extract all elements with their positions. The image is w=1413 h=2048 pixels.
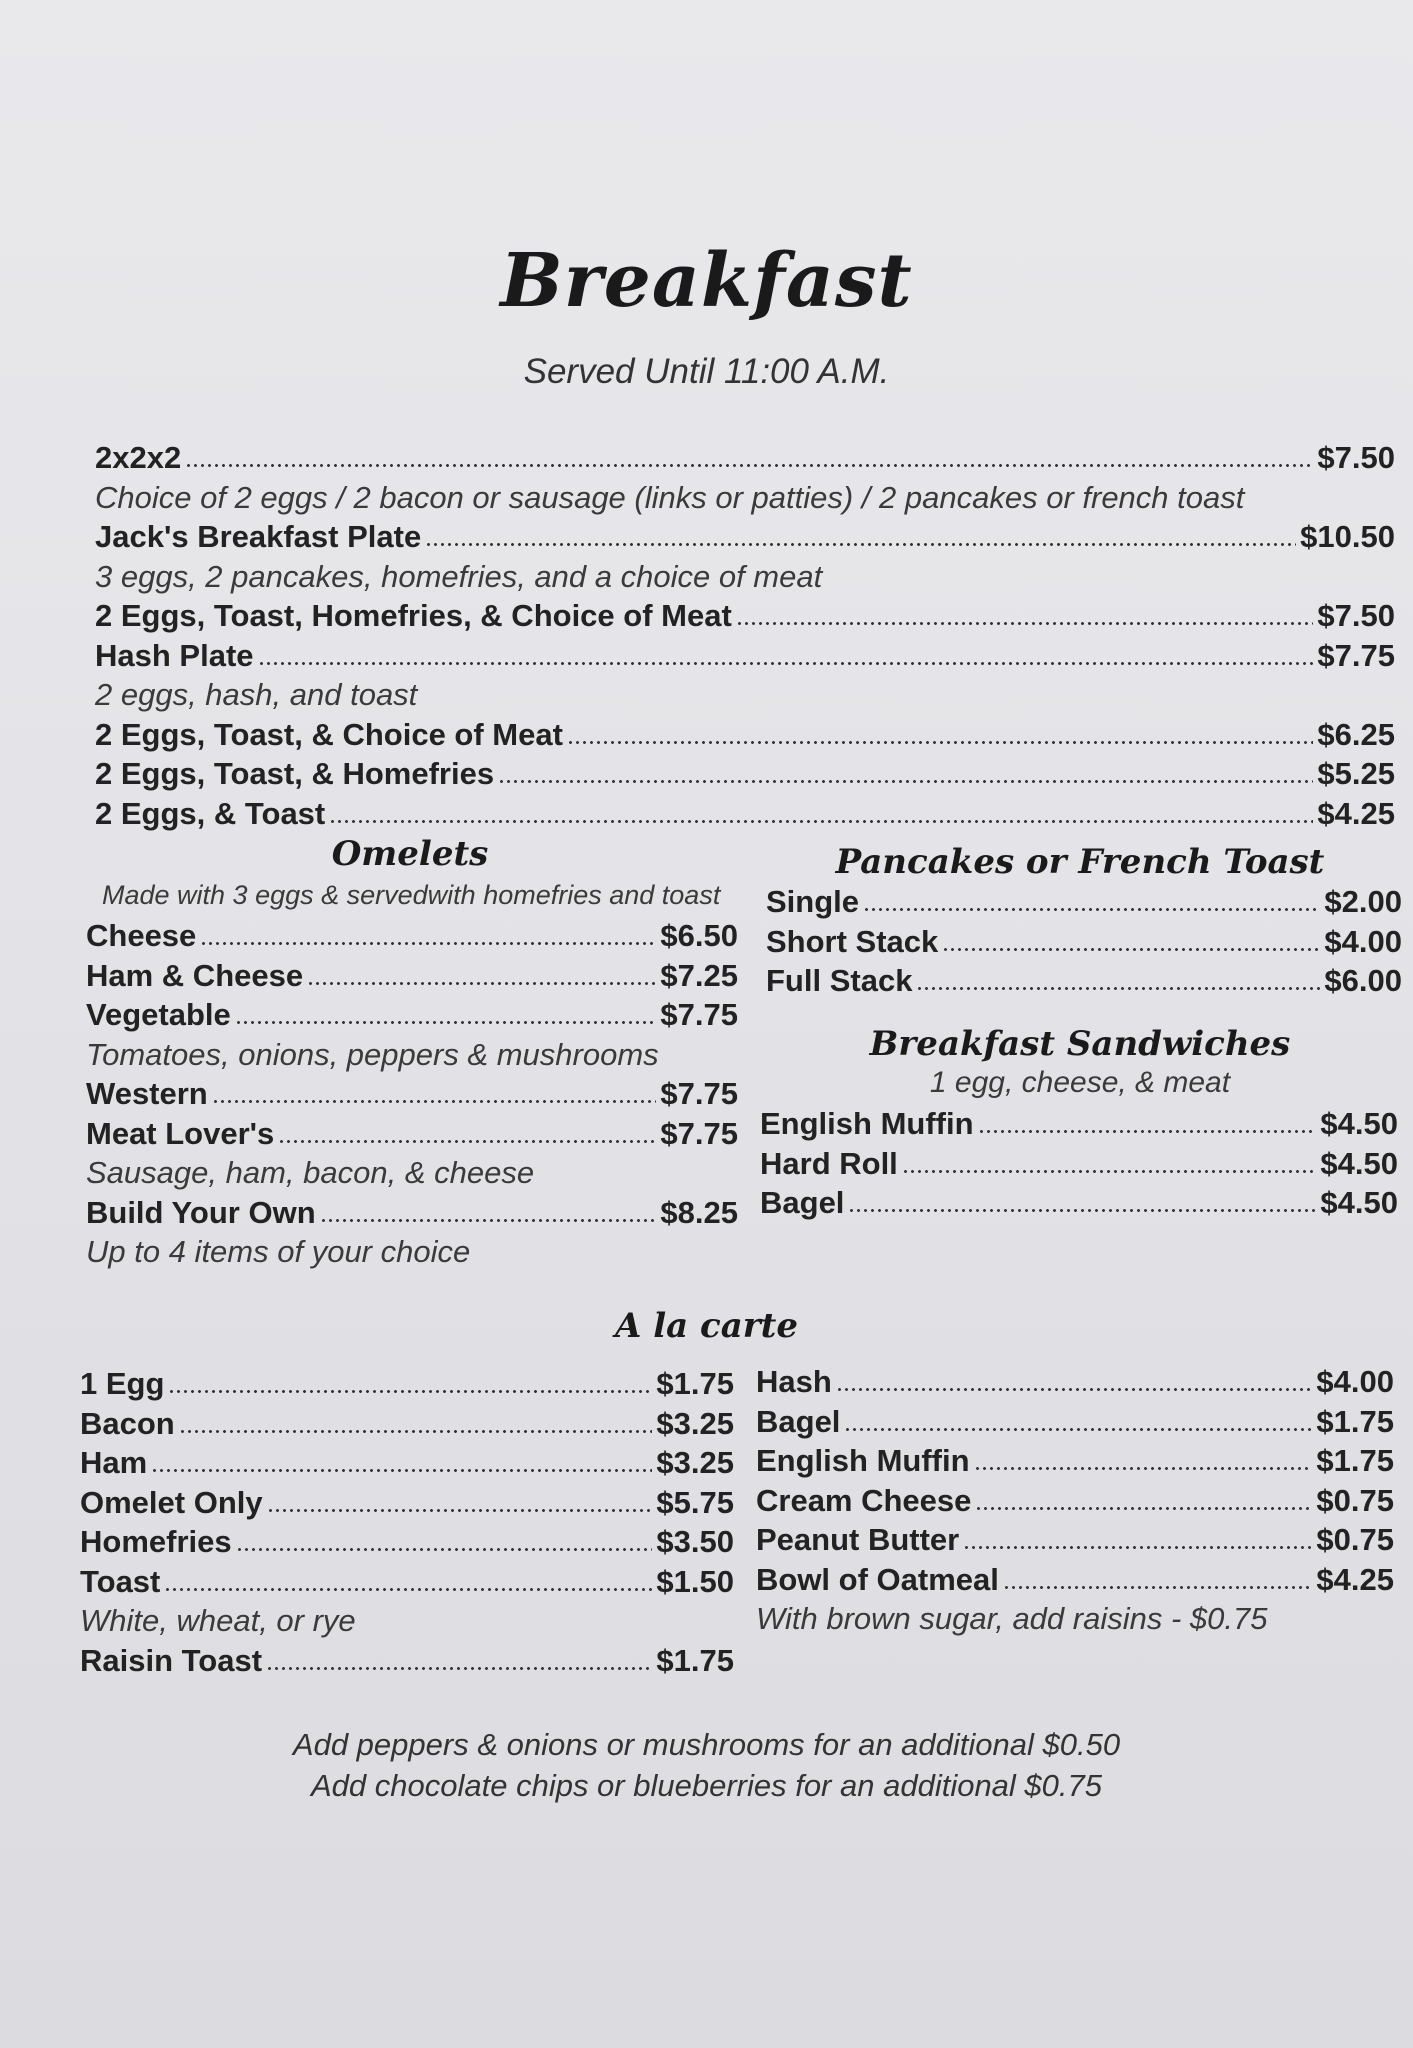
item-name: Vegetable — [86, 997, 231, 1032]
dot-leader — [267, 1509, 653, 1512]
item-price: $0.75 — [1316, 1522, 1394, 1557]
menu-item — [80, 1564, 734, 1600]
item-price: $5.75 — [656, 1484, 734, 1520]
menu-item — [80, 1366, 734, 1402]
item-name: Hash — [756, 1364, 832, 1399]
menu-subtitle: Served Until 11:00 A.M. — [523, 352, 890, 391]
item-name: Bagel — [760, 1185, 845, 1220]
menu-item — [760, 1106, 1398, 1142]
item-price: $7.75 — [1317, 637, 1395, 673]
footer-note-1: Add peppers & onions or mushrooms for an additional $0.50 — [292, 1727, 1121, 1762]
menu-title: Breakfast — [500, 238, 913, 324]
menu-item — [80, 1445, 734, 1481]
dot-leader — [320, 1219, 657, 1222]
item-name: Single — [766, 884, 860, 919]
item-price: $7.75 — [660, 1076, 738, 1111]
item-name: Peanut Butter — [756, 1522, 960, 1557]
dot-leader — [258, 662, 1314, 665]
item-price: $7.75 — [660, 1115, 738, 1151]
item-price: $4.00 — [1316, 1364, 1394, 1399]
item-price: $0.75 — [1316, 1482, 1394, 1518]
alacarte-heading: A la carte — [615, 1306, 798, 1346]
item-description: Up to 4 items of your choice — [86, 1234, 471, 1269]
menu-item — [95, 717, 1395, 753]
item-name: Western — [86, 1076, 208, 1111]
menu-item — [80, 1485, 734, 1521]
item-price: $4.25 — [1316, 1561, 1394, 1597]
item-name: Bacon — [80, 1405, 175, 1441]
menu-item — [86, 1195, 738, 1231]
menu-item — [95, 756, 1395, 792]
item-description: With brown sugar, add raisins - $0.75 — [756, 1601, 1268, 1636]
menu-item — [95, 598, 1395, 634]
menu-item — [95, 638, 1395, 674]
dot-leader — [848, 1209, 1316, 1212]
item-name: Raisin Toast — [80, 1642, 263, 1678]
menu-item — [95, 796, 1395, 832]
menu-item — [95, 440, 1395, 476]
item-name: Omelet Only — [80, 1484, 263, 1520]
menu-item — [86, 1116, 738, 1152]
item-price: $6.25 — [1317, 716, 1395, 752]
item-name: 2x2x2 — [95, 440, 182, 475]
dot-leader — [179, 1430, 653, 1433]
sandwiches-note: 1 egg, cheese, & meat — [929, 1066, 1231, 1099]
menu-item — [756, 1404, 1394, 1440]
item-price: $3.50 — [656, 1524, 734, 1559]
menu-item — [756, 1483, 1394, 1519]
item-name: Bagel — [756, 1403, 841, 1439]
item-price: $7.50 — [1317, 598, 1395, 633]
menu-item — [756, 1443, 1394, 1479]
menu-item — [766, 924, 1402, 960]
item-price: $1.50 — [656, 1563, 734, 1599]
dot-leader — [975, 1507, 1312, 1510]
dot-leader — [329, 820, 1313, 823]
item-name: English Muffin — [760, 1106, 974, 1141]
menu-item — [756, 1522, 1394, 1558]
dot-leader — [164, 1588, 652, 1591]
item-description: 2 eggs, hash, and toast — [95, 677, 418, 712]
item-price: $4.50 — [1320, 1106, 1398, 1141]
menu-item — [95, 519, 1395, 555]
dot-leader — [200, 942, 656, 945]
omelets-heading: Omelets — [331, 834, 489, 874]
item-name: Homefries — [80, 1524, 232, 1559]
item-name: Meat Lover's — [86, 1115, 275, 1151]
item-name: Cream Cheese — [756, 1482, 972, 1518]
dot-leader — [863, 908, 1320, 911]
item-price: $1.75 — [1316, 1443, 1394, 1478]
menu-item — [766, 963, 1402, 999]
dot-leader — [425, 543, 1296, 546]
menu-item — [80, 1643, 734, 1679]
item-name: Hard Roll — [760, 1145, 898, 1181]
menu-item — [86, 997, 738, 1033]
dot-leader — [567, 741, 1313, 744]
menu-item — [80, 1406, 734, 1442]
item-price: $8.25 — [660, 1194, 738, 1230]
item-price: $4.25 — [1317, 795, 1395, 831]
menu-item — [766, 884, 1402, 920]
item-price: $1.75 — [1316, 1403, 1394, 1439]
menu-item — [86, 958, 738, 994]
item-name: Build Your Own — [86, 1194, 316, 1230]
item-price: $2.00 — [1324, 884, 1402, 919]
dot-leader — [278, 1140, 656, 1143]
dot-leader — [212, 1100, 657, 1103]
dot-leader — [836, 1388, 1313, 1391]
item-description: 3 eggs, 2 pancakes, homefries, and a choice of meat — [95, 558, 823, 594]
item-name: Ham & Cheese — [86, 957, 304, 993]
item-price: $6.00 — [1324, 963, 1402, 998]
item-name: Hash Plate — [95, 637, 254, 673]
menu-item — [80, 1524, 734, 1560]
item-name: Full Stack — [766, 963, 913, 998]
dot-leader — [844, 1428, 1312, 1431]
footer-note-2: Add chocolate chips or blueberries for an additional $0.75 — [310, 1768, 1102, 1803]
dot-leader — [266, 1667, 652, 1670]
item-price: $7.25 — [660, 957, 738, 993]
item-price: $7.50 — [1317, 440, 1395, 475]
dot-leader — [235, 1021, 657, 1024]
item-description: Tomatoes, onions, peppers & mushrooms — [86, 1036, 659, 1072]
dot-leader — [916, 987, 1320, 990]
item-description: Choice of 2 eggs / 2 bacon or sausage (links or patties) / 2 pancakes or french toast — [95, 479, 1245, 515]
item-name: 2 Eggs, Toast, Homefries, & Choice of Meat — [95, 598, 732, 633]
item-name: Bowl of Oatmeal — [756, 1561, 999, 1597]
item-name: 2 Eggs, Toast, & Homefries — [95, 756, 495, 791]
item-name: Short Stack — [766, 923, 939, 959]
dot-leader — [902, 1170, 1317, 1173]
dot-leader — [974, 1467, 1313, 1470]
dot-leader — [978, 1130, 1317, 1133]
omelets-note: Made with 3 eggs & servedwith homefries and toast — [102, 880, 721, 910]
item-price: $4.50 — [1320, 1145, 1398, 1181]
menu-item — [86, 1076, 738, 1112]
item-name: 1 Egg — [80, 1366, 165, 1401]
item-price: $6.50 — [660, 918, 738, 953]
item-price: $4.00 — [1324, 923, 1402, 959]
item-name: Toast — [80, 1563, 161, 1599]
item-price: $7.75 — [660, 997, 738, 1032]
dot-leader — [942, 948, 1320, 951]
menu-item — [760, 1146, 1398, 1182]
dot-leader — [236, 1548, 653, 1551]
dot-leader — [168, 1390, 652, 1393]
item-price: $1.75 — [656, 1366, 734, 1401]
item-price: $10.50 — [1300, 519, 1395, 554]
item-name: Ham — [80, 1445, 148, 1480]
item-price: $1.75 — [656, 1642, 734, 1678]
menu-item — [756, 1562, 1394, 1598]
dot-leader — [1003, 1586, 1313, 1589]
item-name: 2 Eggs, Toast, & Choice of Meat — [95, 716, 563, 752]
dot-leader — [736, 622, 1314, 625]
item-price: $3.25 — [656, 1445, 734, 1480]
item-name: Cheese — [86, 918, 197, 953]
menu-item — [760, 1185, 1398, 1221]
dot-leader — [185, 464, 1313, 467]
dot-leader — [963, 1546, 1312, 1549]
item-name: 2 Eggs, & Toast — [95, 795, 326, 831]
item-description: Sausage, ham, bacon, & cheese — [86, 1155, 535, 1190]
sandwiches-heading: Breakfast Sandwiches — [869, 1024, 1291, 1064]
menu-item — [756, 1364, 1394, 1400]
item-name: Jack's Breakfast Plate — [95, 519, 422, 554]
menu-item — [86, 918, 738, 954]
dot-leader — [498, 780, 1313, 783]
dot-leader — [307, 982, 656, 985]
item-price: $4.50 — [1320, 1185, 1398, 1220]
item-price: $3.25 — [656, 1405, 734, 1441]
dot-leader — [151, 1469, 652, 1472]
item-name: English Muffin — [756, 1443, 970, 1478]
item-description: White, wheat, or rye — [80, 1603, 356, 1638]
item-price: $5.25 — [1317, 756, 1395, 791]
pancakes-heading: Pancakes or French Toast — [835, 842, 1325, 882]
